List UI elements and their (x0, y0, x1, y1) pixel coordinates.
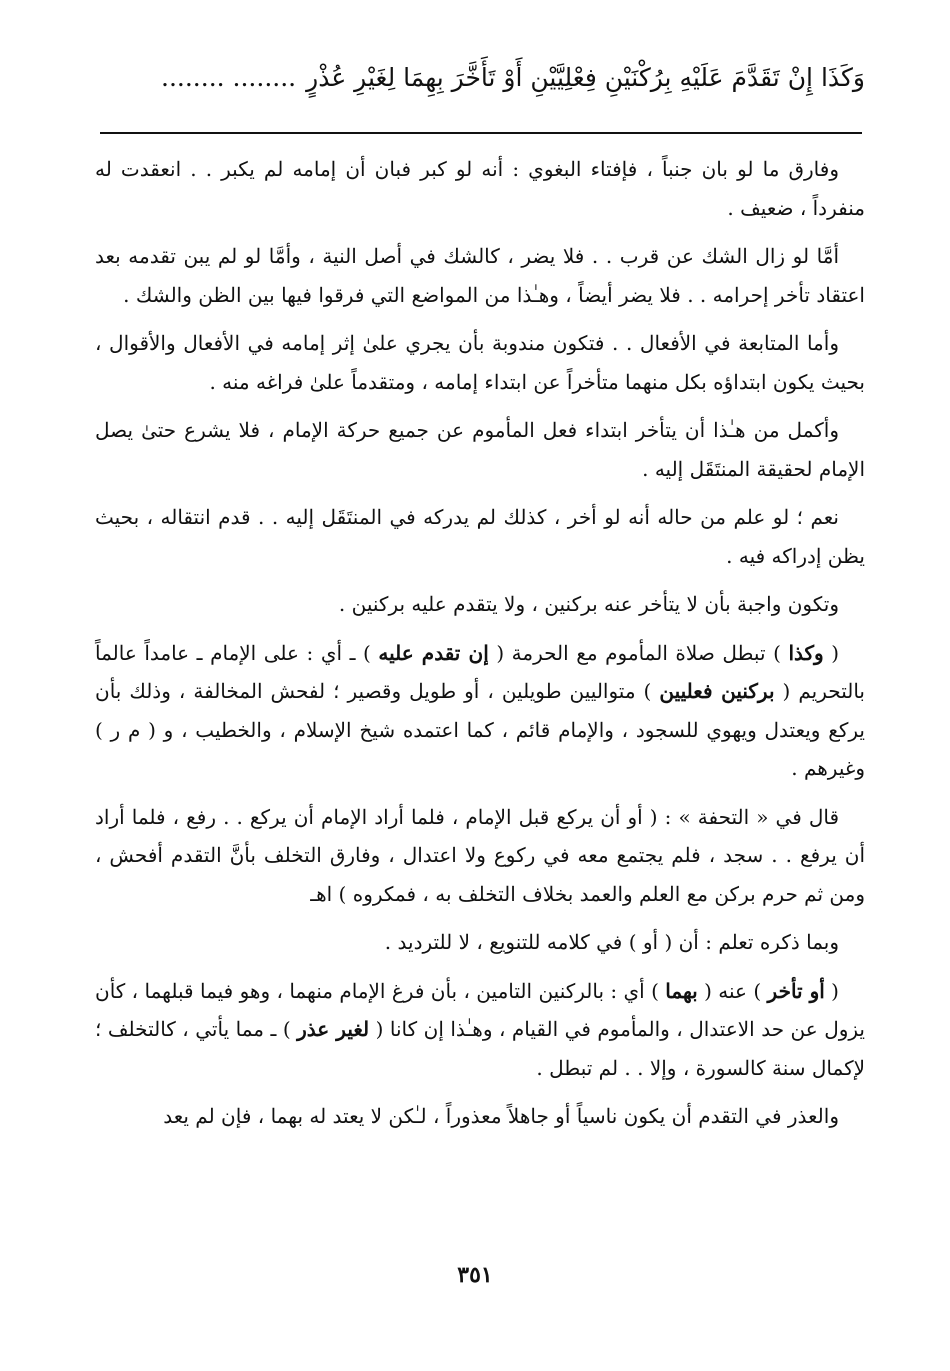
text-span: ) ـ مما يأتي ، كالتخلف ؛ لإكمال سنة كالسورة ، وإلا . . لم تبطل . (95, 1017, 865, 1080)
paragraph-5: نعم ؛ لو علم من حاله أنه لو أخر ، كذلك لم يدركه في المنتَقَل إليه . . قدم انتقاله ، بحيث يظن إدراكه فيه . (95, 505, 865, 568)
paragraph-2: أمَّا لو زال الشك عن قرب . . فلا يضر ، كالشك في أصل النية ، وأمَّا لو لم يبن تقدمه بعد اعتقاد تأخر إحرامه . . فلا يضر أيضاً ، وهـٰذا من المواضع التي فرقوا فيها بين الظن والشك . (95, 244, 865, 307)
paragraph-6: وتكون واجبة بأن لا يتأخر عنه بركنين ، ولا يتقدم عليه بركنين . (338, 592, 839, 616)
paragraph-1: وفارق ما لو بان جنباً ، فإفتاء البغوي : أنه لو كبر فبان أن إمامه لم يكبر . . انعقدت له منفرداً ، ضعيف . (95, 157, 865, 220)
text-span: ) أي : بالركنين التامين ، بأن فرغ الإمام منهما ، وهو فيما قبلهما ، كأن يزول عن حد الاعتدال ، والمأموم في القيام ، وهـٰذا إن كانا ( (95, 978, 865, 1041)
page-number: ٣٥١ (457, 1262, 493, 1288)
text-span: ) عنه ( (697, 978, 768, 1003)
text-span: ( (823, 640, 840, 665)
header-ellipsis: ........ ........ (161, 63, 297, 92)
matn-quote: أو تأخر (767, 978, 825, 1003)
matn-quote: بهما (665, 978, 698, 1003)
paragraph-7 (95, 634, 865, 788)
commentary-text (95, 150, 865, 1146)
paragraph-11: والعذر في التقدم أن يكون ناسياً أو جاهلاً معذوراً ، لـٰكن لا يعتد له بهما ، فإن لم يعد (163, 1104, 839, 1128)
text-span: ( (824, 978, 839, 1003)
matn-quote: إن تقدم عليه (378, 640, 489, 665)
paragraph-3: وأما المتابعة في الأفعال . . فتكون مندوبة بأن يجري علىٰ إثر إمامه في الأفعال والأقوال ، بحيث يكون ابتداؤه بكل منهما متأخراً عن ابتداء إمامه ، ومتقدماً علىٰ فراغه منه . (95, 331, 865, 394)
text-span: ) تبطل صلاة المأموم مع الحرمة ( (488, 640, 789, 665)
text-span: ) متواليين طويلين ، أو طويل وقصير ؛ لفحش المخالفة ، وذلك بأن يركع ويعتدل ويهوي للسجود ، والإمام قائم ، كما اعتمده شيخ الإسلام ، والخطيب ، و ( م ر ) وغيرهم . (95, 679, 865, 780)
matn-quote: وكذا (788, 640, 824, 665)
paragraph-8: قال في « التحفة » : ( أو أن يركع قبل الإمام ، فلما أراد الإمام أن يركع . . رفع ، فلما أراد أن يرفع . . سجد ، فلم يجتمع معه في ركوع ولا اعتدال ، وفارق التخلف بأنَّ التقدم أفحش ، ومن ثم حرم بركن مع العلم والعمد بخلاف التخلف به ، فمكروه ) اهـ (95, 804, 865, 906)
header-rule (100, 132, 862, 134)
running-header (95, 58, 865, 98)
paragraph-9: وبما ذكره تعلم : أن ( أو ) في كلامه للتنويع ، لا للترديد . (384, 930, 839, 954)
matn-quote: لغير عذر (297, 1017, 370, 1041)
text-span: ) ـ أي : على الإمام ـ عامداً عالماً بالتحريم ( (95, 640, 865, 703)
paragraph-4: وأكمل من هـٰذا أن يتأخر ابتداء فعل المأموم عن جميع حركة الإمام ، فلا يشرع حتىٰ يصل الإمام لحقيقة المنتَقَل إليه . (95, 418, 865, 481)
matn-quote: بركنين فعليين (659, 679, 775, 703)
header-verse: وَكَذَا إِنْ تَقَدَّمَ عَلَيْهِ بِرُكْنَيْنِ فِعْلِيَّيْنِ أَوْ تَأَخَّرَ بِهِمَا لِغَيْرِ عُذْرٍ (306, 63, 865, 92)
paragraph-10 (95, 972, 865, 1088)
